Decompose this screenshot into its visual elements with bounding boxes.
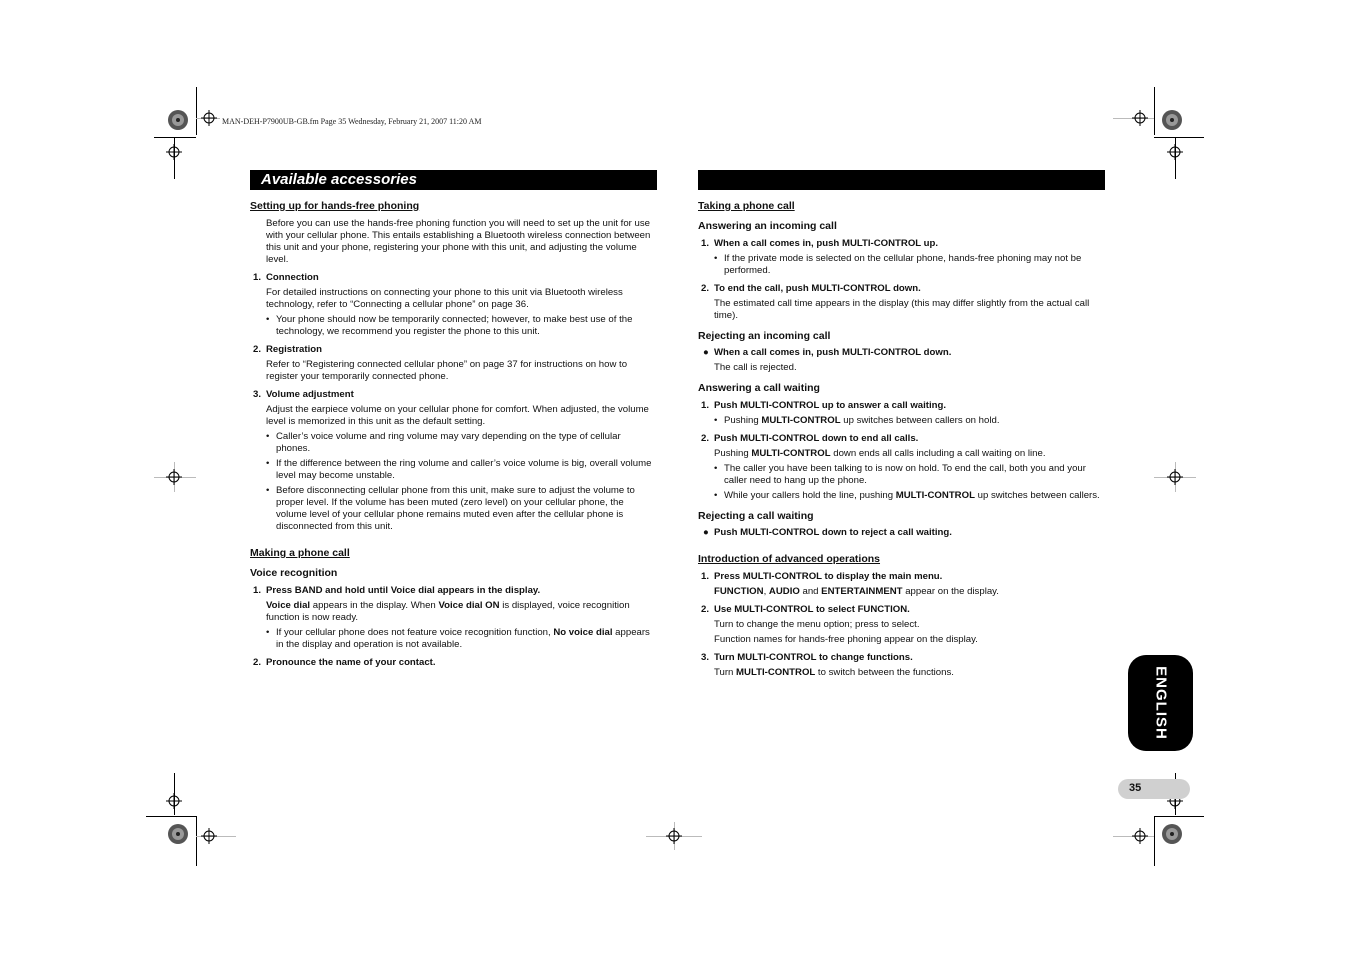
- registration-target-icon: [666, 828, 682, 844]
- paragraph: The call is rejected.: [714, 362, 797, 373]
- bullet-item: • Pushing MULTI-CONTROL up switches between callers on hold.: [714, 415, 1105, 427]
- step-heading: 1. Connection: [253, 272, 319, 283]
- section-bar-title: Available accessories: [250, 170, 657, 190]
- section-title-making-call: Making a phone call: [250, 547, 350, 559]
- paragraph: Pushing MULTI-CONTROL down ends all calls including a call waiting on line.: [714, 448, 1046, 459]
- color-wheel-icon: [168, 110, 188, 130]
- section-title-hands-free: Setting up for hands-free phoning: [250, 200, 420, 212]
- bullet-item: • If the private mode is selected on the cellular phone, hands-free phoning may not be performed.: [714, 253, 1105, 277]
- bullet-item: • Your phone should now be temporarily connected; however, to make best use of the technology, we recommend you register the phone to this unit.: [266, 314, 657, 338]
- step-heading: 1. When a call comes in, push MULTI-CONTROL up.: [701, 238, 939, 249]
- step-heading: 2. Use MULTI-CONTROL to select FUNCTION.: [701, 604, 910, 615]
- subsection-title: Answering a call waiting: [698, 382, 820, 394]
- paragraph: Adjust the earpiece volume on your cellular phone for comfort. When adjusted, the volume level is memorized in this unit as the default setting.: [266, 404, 649, 427]
- paragraph: Function names for hands-free phoning appear on the display.: [714, 634, 978, 645]
- paragraph: Turn MULTI-CONTROL to switch between the functions.: [714, 667, 954, 678]
- section-title-advanced: Introduction of advanced operations: [698, 553, 881, 565]
- step-heading: 2. To end the call, push MULTI-CONTROL down.: [701, 283, 921, 294]
- paragraph: Refer to “Registering connected cellular phone” on page 37 for instructions on how to register your temporarily connected phone.: [266, 359, 628, 382]
- bullet-item: • Caller’s voice volume and ring volume may vary depending on the type of cellular phones.: [266, 431, 657, 455]
- step-heading: 1. Press MULTI-CONTROL to display the main menu.: [701, 571, 943, 582]
- registration-target-icon: [166, 469, 182, 485]
- registration-target-icon: [201, 110, 217, 126]
- registration-target-icon: [1167, 144, 1183, 160]
- bullet-item: • Before disconnecting cellular phone from this unit, make sure to adjust the volume to proper level. If the volume has been muted (zero level) on your cellular phone, the volume level of your cellular phone remains muted even after the cellular phone is disconnected from this unit.: [266, 485, 657, 533]
- subsection-title: Voice recognition: [250, 567, 338, 579]
- paragraph: For detailed instructions on connecting your phone to this unit via Bluetooth wireless technology, refer to “Connecting a cellular phone” on page 36.: [266, 287, 623, 310]
- page-number-badge: [1118, 779, 1190, 799]
- section-bar-empty: [698, 170, 1105, 190]
- file-header: MAN-DEH-P7900UB-GB.fm Page 35 Wednesday, February 21, 2007 11:20 AM: [222, 117, 482, 126]
- bullet-item: • The caller you have been talking to is now on hold. To end the call, both you and your caller need to hang up the phone.: [714, 463, 1105, 487]
- paragraph: Turn to change the menu option; press to select.: [714, 619, 920, 630]
- bullet-step: ● Push MULTI-CONTROL down to reject a call waiting.: [703, 527, 952, 538]
- subsection-title: Rejecting an incoming call: [698, 330, 831, 342]
- bullet-item: • If your cellular phone does not feature voice recognition function, No voice dial appears in the display and operation is not available.: [266, 627, 657, 651]
- color-wheel-icon: [1162, 110, 1182, 130]
- step-heading: 1. Push MULTI-CONTROL up to answer a call waiting.: [701, 400, 947, 411]
- step-heading: 2. Registration: [253, 344, 322, 355]
- bullet-item: • While your callers hold the line, pushing MULTI-CONTROL up switches between callers.: [714, 490, 1105, 502]
- paragraph: FUNCTION, AUDIO and ENTERTAINMENT appear on the display.: [714, 586, 999, 597]
- subsection-title: Rejecting a call waiting: [698, 510, 814, 522]
- registration-target-icon: [166, 793, 182, 809]
- color-wheel-icon: [168, 824, 188, 844]
- page-number: 35: [1129, 782, 1142, 794]
- registration-target-icon: [201, 828, 217, 844]
- bullet-step: ● When a call comes in, push MULTI-CONTROL down.: [703, 347, 952, 358]
- paragraph: Voice dial appears in the display. When Voice dial ON is displayed, voice recognition function is now ready.: [266, 600, 630, 623]
- registration-target-icon: [166, 144, 182, 160]
- left-column: [250, 170, 657, 672]
- color-wheel-icon: [1162, 824, 1182, 844]
- paragraph: The estimated call time appears in the display (this may differ slightly from the actual call time).: [714, 298, 1090, 321]
- step-heading: 3. Turn MULTI-CONTROL to change functions.: [701, 652, 913, 663]
- registration-target-icon: [1132, 110, 1148, 126]
- right-column: [698, 170, 1105, 682]
- registration-target-icon: [1167, 469, 1183, 485]
- subsection-title: Answering an incoming call: [698, 220, 837, 232]
- step-heading: 2. Pronounce the name of your contact.: [253, 657, 436, 668]
- step-heading: 3. Volume adjustment: [253, 389, 354, 400]
- language-tab-label: ENGLISH: [1152, 666, 1170, 740]
- paragraph: Before you can use the hands-free phoning function you will need to set up the unit for use with your cellular phone. This entails establishing a Bluetooth wireless connection between this unit and your phone, registering your phone with this unit, and adjusting the volume level.: [266, 218, 651, 265]
- section-title-taking-call: Taking a phone call: [698, 200, 795, 212]
- step-heading: 2. Push MULTI-CONTROL down to end all calls.: [701, 433, 919, 444]
- registration-target-icon: [1132, 828, 1148, 844]
- step-heading: 1. Press BAND and hold until Voice dial appears in the display.: [253, 585, 541, 596]
- bullet-item: • If the difference between the ring volume and caller’s voice volume is big, overall volume level may become unstable.: [266, 458, 657, 482]
